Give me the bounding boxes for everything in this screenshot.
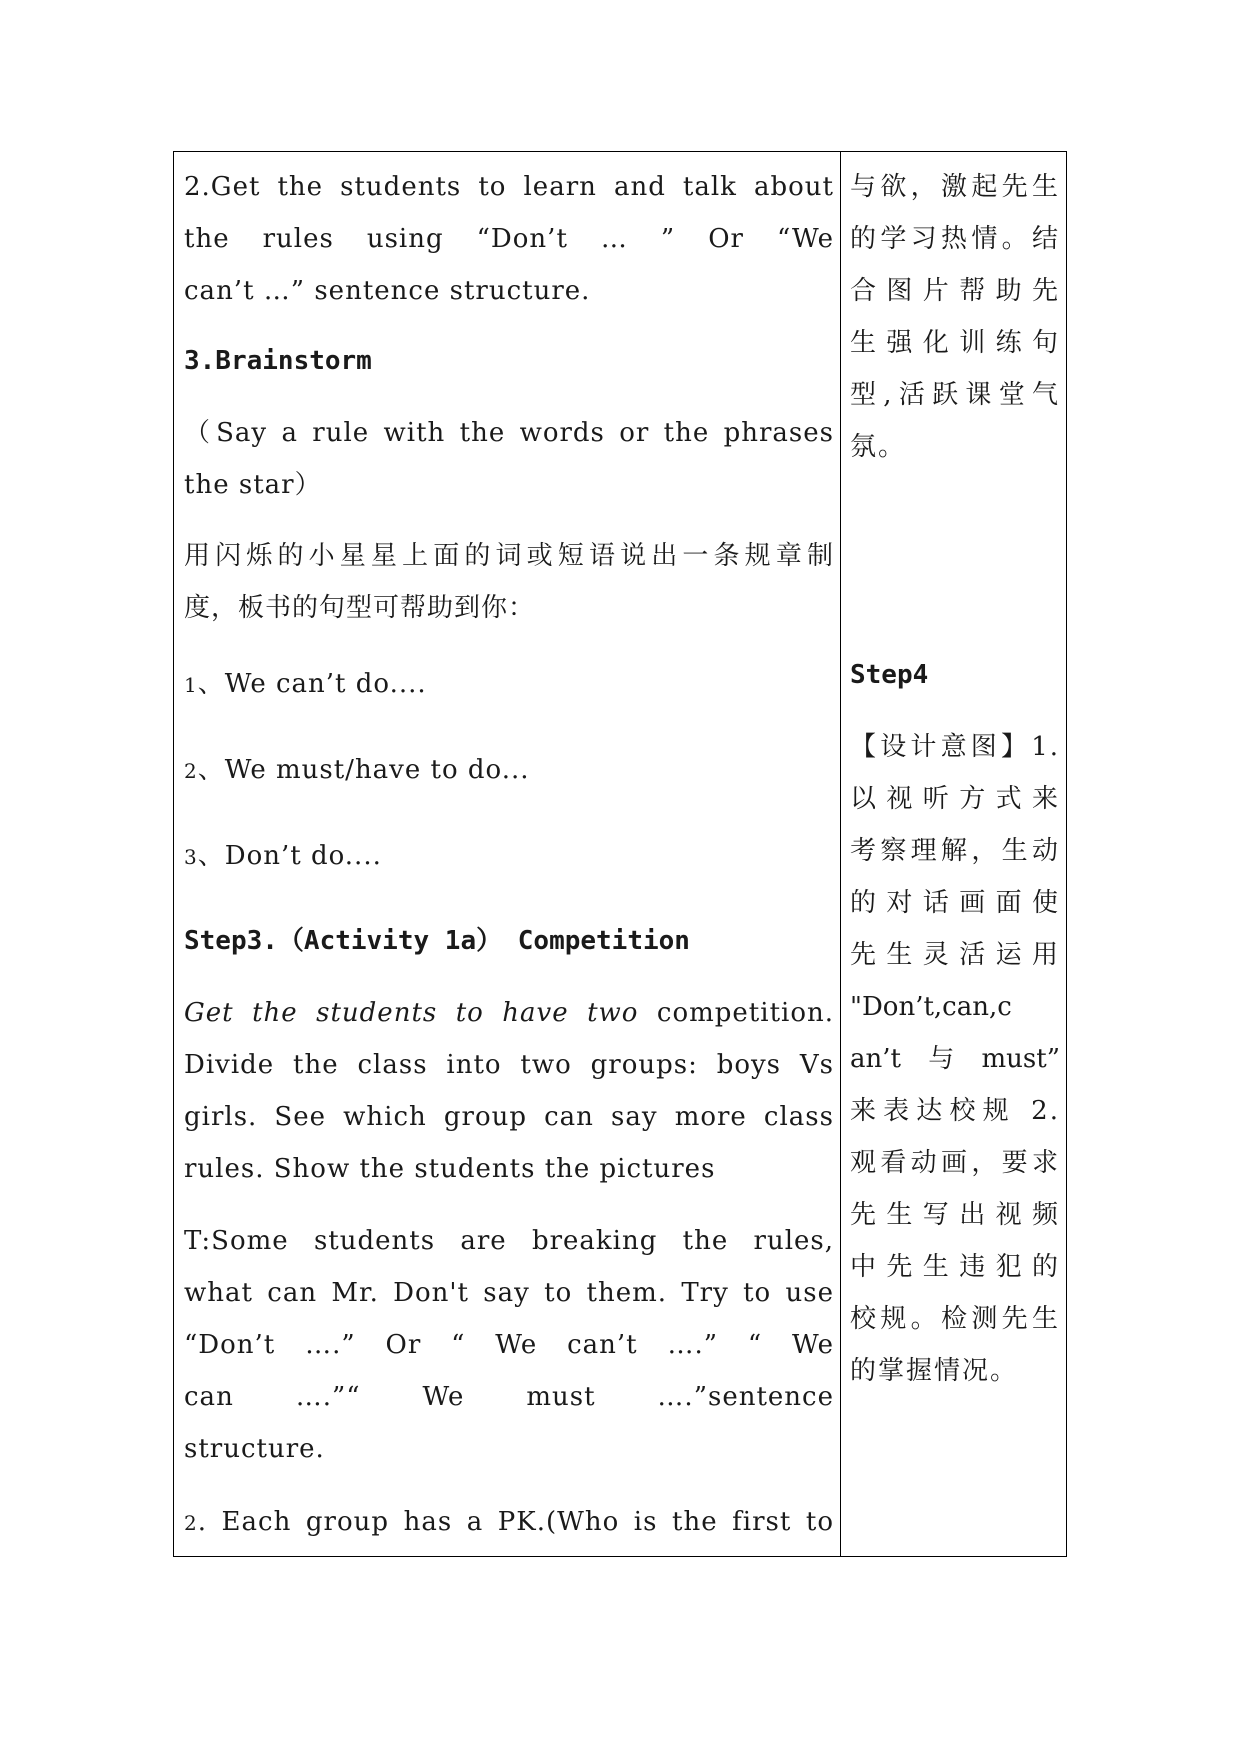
item2-line: 2.Get the students to learn and talk about — [184, 172, 834, 202]
step4-heading: Step4 — [850, 660, 929, 690]
pattern-2-text: 、We must/have to do... — [197, 755, 530, 785]
pattern-1-number: 1 — [184, 673, 198, 697]
intent-line: 氛。 — [850, 432, 907, 462]
intent-line: 生强化训练句 — [850, 328, 1060, 358]
pk-number: 2 — [184, 1511, 198, 1535]
chinese-instruction-line: 用闪烁的小星星上面的词或短语说出一条规章制 — [184, 541, 834, 571]
pattern-1 — [184, 658, 834, 711]
pattern-2 — [184, 744, 834, 797]
competition-line — [184, 987, 834, 1039]
brainstorm-line: the star） — [184, 470, 322, 500]
pk-text: . Each group has a PK.(Who is the first to — [197, 1507, 834, 1537]
design-line: 【设计意图】1. — [850, 732, 1060, 762]
brainstorm-heading: 3.Brainstorm — [184, 346, 372, 376]
competition-rest: competition. — [638, 998, 834, 1028]
step3-heading: Step3.（Activity 1a） Competition — [184, 926, 690, 956]
teacher-line: structure. — [184, 1434, 325, 1464]
pattern-3-number: 3 — [184, 845, 198, 869]
teacher-line: “Don’t ….” Or “ We can’t ….” “ We — [184, 1330, 834, 1360]
design-intent-column — [850, 152, 1060, 1556]
design-line: 中先生违犯的 — [850, 1252, 1060, 1282]
design-line: 以视听方式来 — [850, 784, 1060, 814]
chinese-instruction-line: 度，板书的句型可帮助到你： — [184, 593, 536, 623]
competition-italic: Get the students to have two — [184, 998, 639, 1028]
intent-line: 型,活跃课堂气 — [850, 380, 1060, 410]
teacher-line: T:Some students are breaking the rules, — [184, 1226, 834, 1256]
competition-line: rules. Show the students the pictures — [184, 1154, 716, 1184]
teacher-line: what can Mr. Don't say to them. Try to use — [184, 1278, 834, 1308]
column-divider — [840, 152, 841, 1556]
design-line: 校规。检测先生 — [850, 1304, 1060, 1334]
item2-line: the rules using “Don’t … ” Or “We — [184, 224, 834, 254]
design-line: 来表达校规 2. — [850, 1096, 1060, 1126]
intent-line: 的学习热情。结 — [850, 224, 1060, 254]
design-line: "Don’t,can,c — [850, 992, 1012, 1022]
design-line: 观看动画，要求 — [850, 1148, 1060, 1178]
pk-line — [184, 1496, 834, 1549]
design-line: 先生灵活运用 — [850, 940, 1060, 970]
design-line: 先生写出视频 — [850, 1200, 1060, 1230]
lesson-plan-table — [173, 151, 1067, 1557]
design-line: 的掌握情况。 — [850, 1356, 1019, 1386]
teacher-line: can ….”“ We must ….”sentence — [184, 1382, 834, 1412]
intent-line: 与欲，激起先生 — [850, 172, 1060, 202]
intent-line: 合图片帮助先 — [850, 276, 1060, 306]
design-line: an’t与must” — [850, 1044, 1060, 1074]
pattern-3-text: 、Don’t do.... — [197, 841, 382, 871]
pattern-1-text: 、We can’t do.... — [197, 669, 427, 699]
competition-line: girls. See which group can say more class — [184, 1102, 834, 1132]
design-line: 考察理解，生动 — [850, 836, 1060, 866]
pattern-2-number: 2 — [184, 759, 198, 783]
procedure-column — [184, 152, 834, 1556]
competition-line: Divide the class into two groups: boys Vs — [184, 1050, 834, 1080]
brainstorm-line: （Say a rule with the words or the phrases — [184, 418, 834, 448]
design-line: 的对话画面使 — [850, 888, 1060, 918]
pattern-3 — [184, 830, 834, 883]
item2-line: can’t …” sentence structure. — [184, 276, 591, 306]
